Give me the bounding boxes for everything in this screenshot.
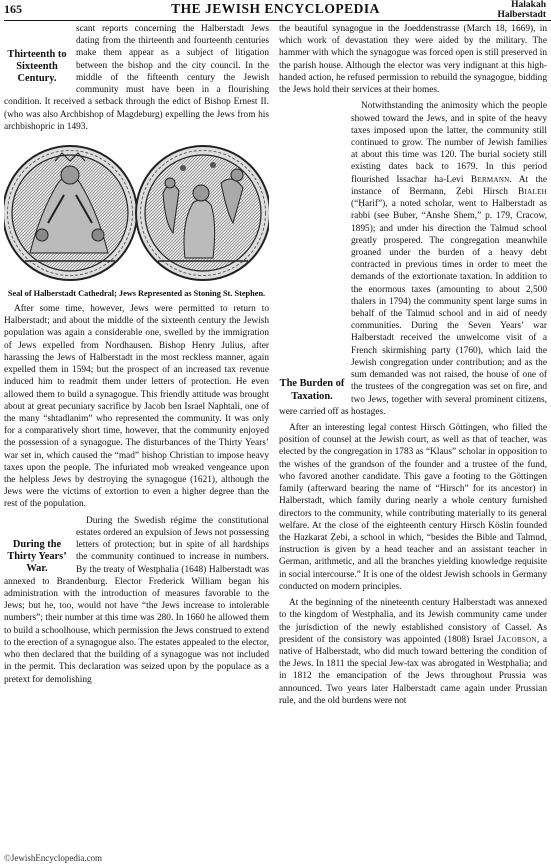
paragraph xyxy=(4,23,269,133)
paragraph xyxy=(279,597,547,707)
header-rule xyxy=(4,20,551,21)
paragraph-text: At the beginning of the nineteenth century Halberstadt was annexed to the kingdom of Westphalia, and its Jewish community came under the jurisdiction of the newly established consistory of Cassel. As president of the consistory was appointed (1808) Israel xyxy=(279,598,547,645)
seal-figure xyxy=(4,139,269,299)
paragraph-text: (“Ḥarif”), a noted scholar, went to Halberstadt as rabbi (see Buber, “Anshe Shem,” p. 179, Cracow, 1895); and under his direction the Talmud school greatly prospered. The congregation meanwhile groaned under the burden of a heavy debt contracted in previous times in order to meet the demands of the extortionate taxation. In addition to the enormous taxes (amounting to about 2,500 thalers in 1794) the community spent large sums in behalf of the Talmud school and in aid of needy communities. During the Seven Years’ war Halberstadt received the unwelcome visit of a French skirmishing party (1760), which laid the Jewish congregation under contribution; and as the sum demanded was not raised, the house of one of the trustees of the congregation was set on fire, and two Jews, together with several prominent citizens, were carried off as hostages. xyxy=(279,199,547,417)
paragraph-text: Notwithstanding the animosity which the people showed toward the Jews, and in spite of the heavy taxes imposed upon the latter, the community still continued to grow. The number of Jewish families at about this time was 120. The burial society still existing dates back to 1679. In this period flourished Issachar ha-Levi xyxy=(351,101,547,185)
paragraph-text: the beautiful synagogue in the Joeddenstrasse (March 18, 1669), in which work of devastation they were aided by the military. The hammer with which the synagogue was forced open is still preserved in the parish house. Although the elector was very indignant at this high-handed action, he refused permission to rebuild the synagogue, bidding the Jews hold their services at their homes. xyxy=(279,24,547,96)
person-name: Jacobson xyxy=(497,634,537,645)
paragraph xyxy=(279,100,547,418)
running-head-first-word: Halakah xyxy=(511,0,546,10)
person-name: Bialeh xyxy=(517,186,547,197)
paragraph-text: , a native of Halberstadt, who did much toward bettering the condition of the Jews. In 1811 the special Jew-tax was abrogated in Westphalia; and in 1812 the emancipation of the Jews throughout Prussia was announced. Two years later Halberstadt came again under Prussian rule, and the old burdens were not xyxy=(279,634,547,706)
seal-reverse xyxy=(136,146,269,280)
paragraph-text: After some time, however, Jews were permitted to return to Halberstadt; and about the middle of the sixteenth century the Jewish population was again a considerable one, swelled by the immigration of Jews expelled from Nordhausen. Bishop Henry Julius, after harassing the Jews of Halberstadt in the most reckless manner, again expelled them in 1594; but the prospect of an increased tax revenue induced him to readmit them under letters of protection. He even allowed them to build a synagogue. This friendly attitude was brought about at great pecuniary sacrifice by Jacob ben Israel Naphtali, one of the many “shtadlanim” who represented the community. It was only for a comparatively short time, however, that the community enjoyed the possession of a synagogue. The disturbances of the Thirty Years’ war set in, which caused the “mad” bishop Christian to impose heavy taxes upon the people. The infuriated mob wreaked vengeance upon the helpless Jews by destroying the synagogue (1621), although the Jews were the victims of extortion to even a higher degree than the rest of the population. xyxy=(4,303,269,510)
margin-note: During the Thirty Years’ War. xyxy=(7,538,67,575)
seal-obverse xyxy=(4,146,137,280)
running-head-last-word: Halberstadt xyxy=(497,10,546,20)
paragraph-text: scant reports concerning the Halberstadt Jews dating from the thirteenth and fourteenth centuries make them appear as a subject of litigation between the bishop and the city council. In the middle of the fifteenth century the Jewish community must have been in a flourishing condition. It received a setback through the edict of Bishop Ernest II. (who was also Archbishop of Magdeburg) expelling the Jews from his archbishopric in 1493. xyxy=(4,24,269,132)
header-title: THE JEWISH ENCYCLOPEDIA xyxy=(171,1,380,16)
left-column xyxy=(4,23,269,686)
paragraph-text: . At the instance of Bermann, Ẓebi Hirsch xyxy=(351,174,547,197)
running-header xyxy=(2,0,549,22)
paragraph-text: After an interesting legal contest Hirsch Göttingen, who filled the position of counsel at the Jewish court, as well as that of teacher, was elected by the congregation in 1783 as “Klaus” scholar in opposition to the wishes of the grandson of the founder and a trustee of the fund, who favored another candidate. This gave a footing to the Göttingen family (afterward bearing the name of “Hirsch” for its ancestor) in Halberstadt, which family during nearly a whole century furnished directors to the community, while contributing materially to its general welfare. At the close of the eighteenth century Hirsch Köslin founded the Hazkarat Ẓebi, a school in which, “besides the Bible and Talmud, instruction is given by a head teacher and an assistant teacher in German, arithmetic, and all the branches yielding knowledge requisite in social intercourse.” It is one of the oldest Jewish schools in Germany conducted on modern principles. xyxy=(279,423,547,592)
person-name: Bermann xyxy=(470,174,510,185)
paragraph xyxy=(4,515,269,686)
paragraph xyxy=(4,303,269,511)
right-column xyxy=(279,23,547,707)
paragraph-text: During the Swedish régime the constitutional estates ordered an expulsion of Jews not possessing letters of protection; but in spite of all hardships the community continued to increase in numbers. By the treaty of Westphalia (1648) Halberstadt was annexed to Brandenburg. Elector Frederick William began his administration with the introduction of measures favorable to the Jews; but he, too, would not have “the Jews increase to intolerable numbers”; their number at this time was 280. In 1660 he allowed them to build a schoolhouse, which permission the Jews construed to extend to the erection of a synagogue also. The estates appealed to the elector, who then declared that the building of a synagogue was not included in the permit. This declaration was seized upon by the populace as a pretext for demolishing xyxy=(4,515,269,685)
paragraph xyxy=(279,23,547,96)
margin-note: The Burden of Taxation. xyxy=(279,378,345,402)
page-number: 165 xyxy=(4,2,22,16)
running-head-range xyxy=(497,0,546,20)
margin-note: Thirteenth to Sixteenth Century. xyxy=(7,49,67,85)
cathedral-seal-illustration xyxy=(4,139,269,287)
figure-caption: Seal of Halberstadt Cathedral; Jews Represented as Stoning St. Stephen. xyxy=(7,288,266,298)
paragraph xyxy=(279,422,547,593)
site-watermark: ©JewishEncyclopedia.com xyxy=(4,853,103,863)
